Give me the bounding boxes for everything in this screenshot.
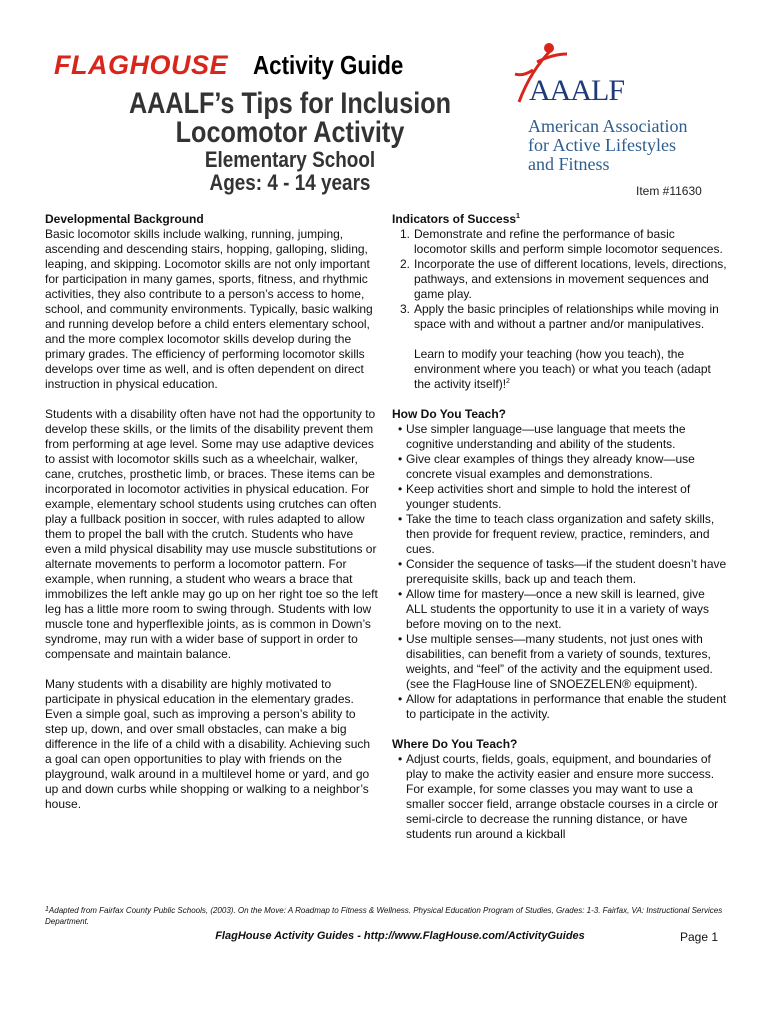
- page-number: Page 1: [680, 930, 719, 944]
- list-item: • Take the time to teach class organization and safety skills, then provide for frequent review, practice, reminders, and cues.: [398, 512, 715, 556]
- paragraph-3: Many students with a disability are highly motivated to participate in physical education in the elementary grades. Even a simple goal, such as improving a person’s ability to step up, down, and over small obstacles, can make a big difference in the life of a child with a disability. Achieving such a goal can open opportunities to play with friends on the playground, walk around in a multilevel home or yard, and go up and down curbs while shopping or walking to a neighbor’s house.: [45, 677, 371, 811]
- footnote-marker: 1: [45, 906, 49, 913]
- where-heading: Where Do You Teach?: [392, 737, 518, 751]
- where-list: [392, 752, 727, 842]
- indicators-list: [392, 227, 727, 332]
- list-text: Incorporate the use of different locations, levels, directions, pathways, and extensions in movement sequences and game play.: [414, 257, 727, 301]
- page-subtitle: Locomotor Activity: [175, 116, 405, 149]
- org-name-line-1: American Association: [528, 116, 688, 136]
- list-text: Consider the sequence of tasks—if the student doesn’t have prerequisite skills, back up and teach them.: [406, 557, 727, 586]
- item-number: Item #11630: [636, 184, 702, 198]
- list-text: Keep activities short and simple to hold the interest of younger students.: [406, 482, 691, 511]
- learn-text: Learn to modify your teaching (how you teach), the environment where you teach) or what you teach (adapt the activity itself)!: [414, 347, 711, 391]
- list-item: [392, 227, 727, 257]
- page-header: [0, 0, 768, 210]
- list-item: • Keep activities short and simple to hold the interest of younger students.: [398, 482, 691, 511]
- learn-note: [392, 347, 727, 392]
- indicators-heading-text: Indicators of Success: [392, 212, 517, 226]
- paragraph-2: Students with a disability often have not had the opportunity to develop these skills, or the limits of the disability prevent them from performing at age level. Some may use adaptive devices to assist with locomotor skills such as a wheelchair, walker, cane, crutches, prosthetic limb, or braces. These items can be incorporated in locomotor activities in physical education. For example, elementary school students using crutches can often play a fullback position in soccer, with rules adapted to allow them to propel the ball with the crutch. Students who have even a mild physical disability may use muscle substitutions or alternate movements to perform a locomotor pattern. For example, when running, a student who wears a brace that immobilizes the left ankle may go up on her right toe so the left leg has a little more room to swing through. Students with low muscle tone and hyperflexible joints, as is common in Down’s syndrome, may run with a wider base of support in order to compensate and maintain balance.: [45, 407, 378, 661]
- flaghouse-logo: FLAGHOUSE: [54, 50, 229, 80]
- guide-title: Activity Guide: [253, 50, 404, 80]
- list-item: • Allow for adaptations in performance that enable the student to participate in the activity.: [398, 692, 727, 721]
- left-column: [45, 212, 380, 827]
- org-full-name: [528, 117, 748, 174]
- list-text: Allow time for mastery—once a new skill is learned, give ALL students the opportunity to use it in a variety of ways before moving on to the next.: [406, 587, 710, 631]
- footnote-text: Adapted from Fairfax County Public Schools, (2003). On the Move: A Roadmap to Fitness & Wellness. Physical Education Program of Studies, Grades: 1-3. Fairfax, VA: Instructional Services Department.: [45, 906, 723, 926]
- age-range: Ages: 4 - 14 years: [209, 170, 371, 195]
- list-number: 1.: [400, 227, 411, 241]
- list-text: Allow for adaptations in performance that enable the student to participate in the activity.: [406, 692, 727, 721]
- aaalf-logo-text: AAALF: [529, 74, 625, 107]
- list-text: Use simpler language—use language that meets the cognitive understanding and ability of the students.: [406, 422, 686, 451]
- how-list: [392, 422, 727, 722]
- list-item: [392, 302, 727, 332]
- indicators-heading: [392, 212, 727, 227]
- list-number: 2.: [400, 257, 411, 271]
- list-text: Adjust courts, fields, goals, equipment, and boundaries of play to make the activity easier and ensure more success. For example, for some classes you may want to use a smaller soccer field, arrange obstacle courses in a circle or semi-circle to decrease the running distance, or have students run around a kickball: [406, 752, 719, 841]
- list-item: • Use multiple senses—many students, not just ones with disabilities, can benefit from a variety of sounds, textures, weights, and “feel” of the activity and the equipment used. (see the FlagHouse line of SNOEZELEN® equipment).: [398, 632, 713, 691]
- footer-link[interactable]: FlagHouse Activity Guides - http://www.FlagHouse.com/ActivityGuides: [215, 930, 585, 942]
- paragraph-1: Basic locomotor skills include walking, running, jumping, ascending and descending stairs, hopping, galloping, sliding, leaping, and skipping. Locomotor skills are not only important for participation in many games, sports, fitness, and rhythmic activities, they also contribute to a person’s access to home, school, and community environments. Typically, basic walking and running develop before a child enters elementary school, and the more complex locomotor skills develop during the primary grades. The efficiency of performing locomotor skills develops over time as well, and is often dependent on direct instruction in physical education.: [45, 227, 373, 391]
- list-text: Use multiple senses—many students, not just ones with disabilities, can benefit from a variety of sounds, textures, weights, and “feel” of the activity and the equipment used. (see the FlagHouse line of SNOEZELEN® equipment).: [406, 632, 713, 691]
- school-level: Elementary School: [204, 147, 376, 172]
- list-item: • Allow time for mastery—once a new skill is learned, give ALL students the opportunity to use it in a variety of ways before moving on to the next.: [398, 587, 710, 631]
- page-title: AAALF’s Tips for Inclusion: [128, 87, 452, 120]
- list-item: • Adjust courts, fields, goals, equipment, and boundaries of play to make the activity easier and ensure more success. For example, for some classes you may want to use a smaller soccer field, arrange obstacle courses in a circle or semi-circle to decrease the running distance, or have students run around a kickball: [398, 752, 719, 841]
- list-item: • Give clear examples of things they already know—use concrete visual examples and demonstrations.: [398, 452, 695, 481]
- list-item: • Consider the sequence of tasks—if the student doesn’t have prerequisite skills, back up and teach them.: [398, 557, 727, 586]
- org-name-line-3: and Fitness: [528, 154, 610, 174]
- right-column: [392, 212, 727, 842]
- list-text: Give clear examples of things they already know—use concrete visual examples and demonstrations.: [406, 452, 695, 481]
- footnote-ref: 1: [516, 213, 520, 220]
- list-number: 3.: [400, 302, 411, 316]
- developmental-background-heading: Developmental Background: [45, 212, 204, 226]
- footnote-ref: 2: [506, 378, 510, 385]
- list-text: Demonstrate and refine the performance of basic locomotor skills and perform simple locomotor sequences.: [414, 227, 723, 256]
- list-text: Apply the basic principles of relationships while moving in space with and without a partner and/or manipulatives.: [414, 302, 719, 331]
- org-name-line-2: for Active Lifestyles: [528, 135, 676, 155]
- list-text: Take the time to teach class organization and safety skills, then provide for frequent review, practice, reminders, and cues.: [406, 512, 715, 556]
- list-item: • Use simpler language—use language that meets the cognitive understanding and ability of the students.: [398, 422, 686, 451]
- footnote: [45, 905, 725, 927]
- how-heading: How Do You Teach?: [392, 407, 507, 421]
- list-item: [392, 257, 727, 302]
